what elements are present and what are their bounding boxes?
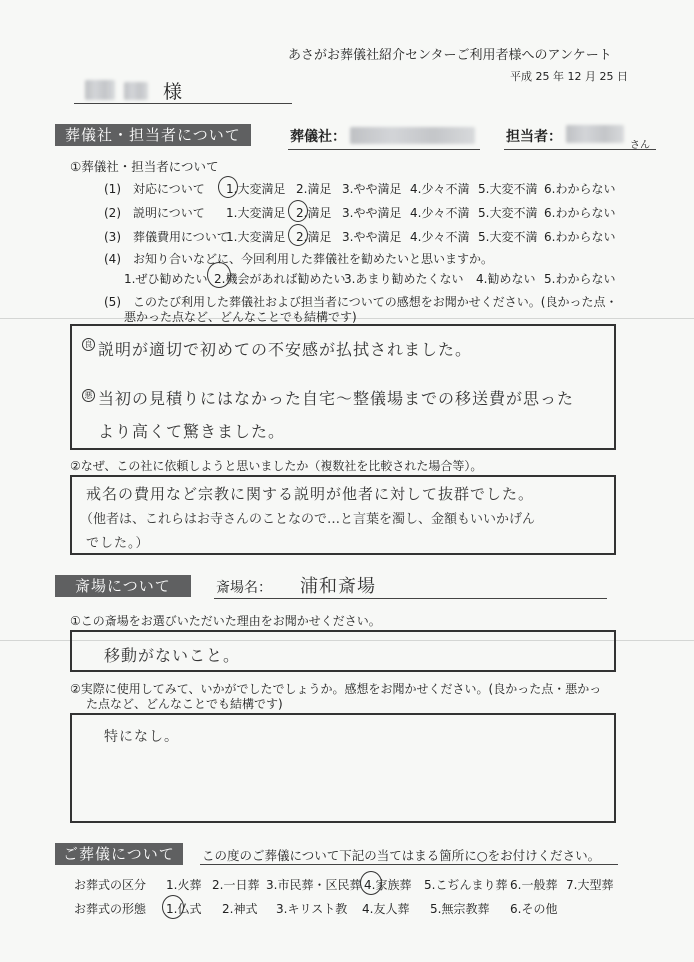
section-badge-funeral: ご葬儀について [55,843,183,865]
funeral-type-option: 3.市民葬・区民葬 [266,878,362,892]
survey-title: あさがお葬儀社紹介センターご利用者様へのアンケート [288,48,612,63]
redacted-company [350,127,475,144]
selection-circle [162,895,184,919]
funeral-type-label: お葬式の区分 [74,878,147,892]
company-label: 葬儀社： [290,129,346,145]
funeral-type-option: 6.一般葬 [510,878,558,892]
q4-option: 4.勧めない [476,272,536,286]
funeral-form-option: 5.無宗教葬 [430,902,490,916]
q4-text: (4) お知り合いなどに、今回利用した葬儀社を勧めたいと思いますか。 [104,252,494,266]
company-underline [288,149,480,150]
venue-q2-line2: た点など、どんなことでも結構です) [86,697,283,711]
q5-line2: 悪かった点など、どんなことでも結構です) [124,310,357,324]
reason-line2: （他者は、これらはお寺さんのことなので…と言葉を濁し、金額もいいかげん [80,512,536,527]
q2-title: ②なぜ、この社に依頼しようと思いましたか（複数社を比較された場合等）。 [70,459,483,473]
option: 1.大変満足 [226,182,286,196]
option: 2.満足 [296,182,332,196]
funeral-type-option: 4.家族葬 [364,878,412,892]
venue-underline [214,598,607,599]
venue-label: 斎場名： [216,580,272,596]
good-mark: 良 [82,338,95,351]
good-comment: 説明が適切で初めての不安感が払拭されました。 [98,340,473,359]
venue-q2-line1: ②実際に使用してみて、いかがでしたでしょうか。感想をお聞かせください。(良かった点・悪かっ [70,682,602,696]
staff-suffix: さん [630,140,650,151]
option: 2.満足 [296,206,332,220]
q5-line1: (5) このたび利用した葬儀社および担当者についての感想をお聞かせください。(良かった点・ [104,295,618,309]
instruction-underline [200,864,618,865]
funeral-type-option: 5.こぢんまり葬 [424,878,508,892]
funeral-form-option: 6.その他 [510,902,558,916]
selection-circle [207,262,231,288]
reason-line1: 戒名の費用など宗教に関する説明が他者に対して抜群でした。 [86,485,535,503]
funeral-form-option: 3.キリスト教 [276,902,348,916]
option: 1.大変満足 [226,206,286,220]
bad-comment-line2: より高くて驚きました。 [98,422,286,441]
q4-option: 2.機会があれば勧めたい [214,272,346,286]
redacted-name [85,80,115,100]
survey-date: 平成 25 年 12 月 25 日 [510,70,628,83]
bad-mark: 悪 [82,389,95,402]
option: 5.大変不満 [478,182,538,196]
venue-reason: 移動がないこと。 [104,646,241,665]
funeral-form-option: 1.仏式 [166,902,202,916]
funeral-type-option: 7.大型葬 [566,878,614,892]
q4-option: 1.ぜひ勧めたい [124,272,208,286]
q4-option: 3.あまり勧めたくない [344,272,464,286]
option: 3.やや満足 [342,206,402,220]
bad-comment-line1: 当初の見積りにはなかった自宅〜整儀場までの移送費が思った [98,389,575,408]
row-label: (1) 対応について [104,182,205,196]
option: 6.わからない [544,206,616,220]
venue-name: 浦和斎場 [300,576,376,597]
funeral-instruction: この度のご葬儀について下記の当てはまる箇所に○をお付けください。 [202,848,601,863]
option: 2.満足 [296,230,332,244]
venue-impression: 特になし。 [104,729,179,745]
funeral-form-option: 2.神式 [222,902,258,916]
option: 4.少々不満 [410,182,470,196]
reason-line3: でした。） [86,536,150,551]
option: 5.大変不満 [478,206,538,220]
option: 1.大変満足 [226,230,286,244]
name-suffix: 様 [163,81,183,103]
row-label: (2) 説明について [104,206,205,220]
redacted-staff [566,125,624,143]
selection-circle [288,200,308,222]
option: 3.やや満足 [342,230,402,244]
row-label: (3) 葬儀費用について [104,230,229,244]
selection-circle [218,176,238,198]
funeral-type-option: 1.火葬 [166,878,202,892]
funeral-type-option: 2.一日葬 [212,878,260,892]
venue-q1-title: ①この斎場をお選びいただいた理由をお聞かせください。 [70,614,381,628]
funeral-form-option: 4.友人葬 [362,902,410,916]
section-badge-funeral-company: 葬儀社・担当者について [55,124,251,146]
selection-circle [360,871,382,895]
section-badge-venue: 斎場について [55,575,191,597]
option: 4.少々不満 [410,206,470,220]
redacted-name [124,82,148,100]
staff-underline [504,149,656,150]
funeral-form-label: お葬式の形態 [74,902,147,916]
option: 4.少々不満 [410,230,470,244]
selection-circle [288,224,308,246]
option: 6.わからない [544,230,616,244]
option: 6.わからない [544,182,616,196]
q1-title: ①葬儀社・担当者について [70,159,219,174]
name-underline [74,103,292,104]
option: 3.やや満足 [342,182,402,196]
option: 5.大変不満 [478,230,538,244]
q4-option: 5.わからない [544,272,616,286]
staff-label: 担当者： [506,129,562,145]
